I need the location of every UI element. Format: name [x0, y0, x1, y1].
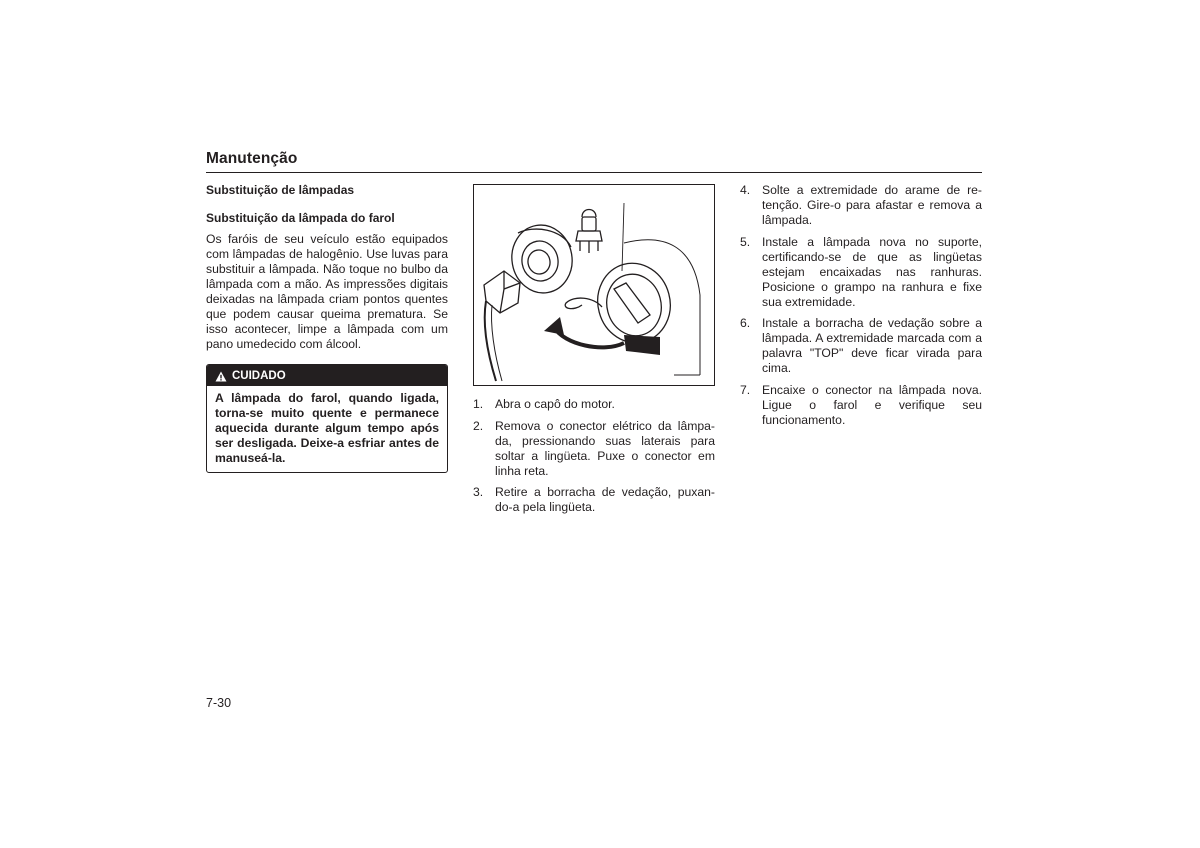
list-item	[473, 485, 715, 515]
section-heading: Substituição de lâmpadas	[206, 183, 355, 197]
headlight-assembly-drawing	[474, 185, 714, 385]
step-number: 3.	[473, 485, 484, 499]
step-number: 1.	[473, 397, 484, 411]
step-number: 2.	[473, 418, 484, 433]
step-text: Solte a extremidade do arame de re-tenção. Gire-o para afastar e remova a lâmpada.	[762, 183, 982, 227]
section-title: Manutenção	[206, 150, 298, 167]
step-text: Remova o conector elétrico da lâmpa-da, pressionando suas laterais para soltar a lingüeta. Puxe o conector em linha reta.	[495, 418, 715, 478]
list-item	[473, 397, 715, 412]
step-number: 5.	[740, 234, 751, 249]
step-number: 7.	[740, 382, 751, 397]
headlight-bulb-illustration	[473, 184, 715, 386]
list-item	[740, 183, 982, 228]
warning-triangle-icon	[215, 371, 227, 382]
step-text: Instale a borracha de vedação sobre a lâmpada. A extremidade marcada com a palavra "TOP" deve ficar virada para cima.	[762, 316, 982, 375]
rotation-arrow-head	[544, 317, 564, 335]
caution-title: CUIDADO	[232, 370, 286, 382]
page-number: 7-30	[206, 696, 232, 710]
list-item	[740, 235, 982, 310]
caution-header	[207, 365, 447, 386]
step-number: 6.	[740, 316, 751, 330]
steps-column-right	[740, 183, 982, 434]
steps-column-left	[473, 397, 715, 522]
header-rule	[206, 172, 982, 173]
step-text: Instale a lâmpada nova no suporte, certificando-se de que as lingüetas estejam encaixadas nas ranhuras. Posicione o grampo na ranhura e fixe sua extremidade.	[762, 234, 982, 309]
list-item	[740, 316, 982, 376]
list-item	[740, 383, 982, 428]
list-item	[473, 419, 715, 479]
caution-box	[206, 364, 448, 473]
step-text: Retire a borracha de vedação, puxan-do-a pela lingüeta.	[495, 485, 715, 514]
subsection-heading: Substituição da lâmpada do farol	[206, 211, 395, 225]
step-number: 4.	[740, 183, 751, 197]
intro-paragraph: Os faróis de seu veículo estão equipados com lâmpadas de halogênio. Use luvas para substituir a lâmpada. Não toque no bulbo da lâmpada com a mão. As impressões digitais deixadas na lâmpada criam pontos quentes que podem causar queima prematura. Se isso acontecer, limpe a lâmpada com um pano umedecido com álcool.	[206, 232, 448, 351]
step-text: Abra o capô do motor.	[495, 397, 615, 411]
step-text: Encaixe o conector na lâmpada nova. Ligue o farol e verifique seu funcionamento.	[762, 382, 982, 427]
caution-text: A lâmpada do farol, quando ligada, torna-se muito quente e permanece aquecida durante algum tempo após ser desligada. Deixe-a esfriar antes de manuseá-la.	[215, 391, 439, 465]
